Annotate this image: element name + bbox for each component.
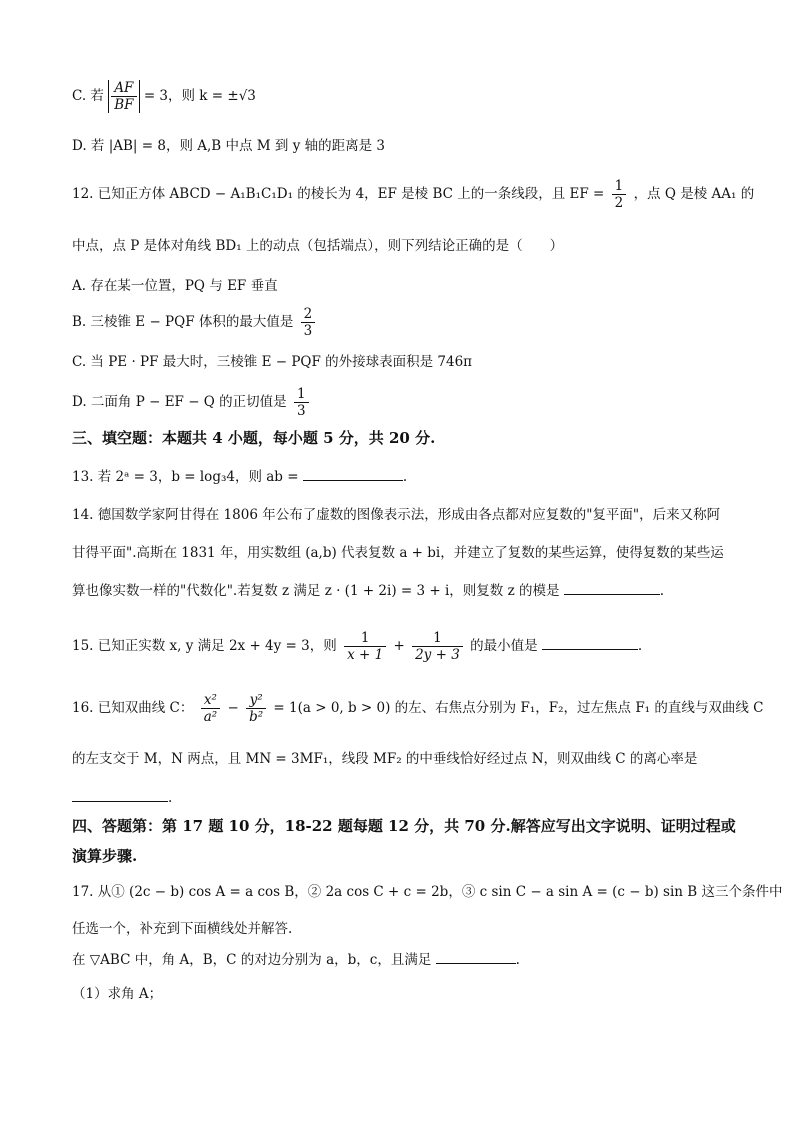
- question-16-line1: [72, 692, 764, 725]
- fraction-numerator: 1: [296, 386, 306, 402]
- question-text: 的最小值是: [470, 638, 538, 654]
- question-text: 在 ▽ABC 中，角 A，B，C 的对边分别为 a，b，c，且满足: [72, 952, 432, 968]
- operator: −: [227, 700, 239, 716]
- option-d-q11: D. 若 |AB| = 8，则 A,B 中点 M 到 y 轴的距离是 3: [72, 138, 386, 154]
- fraction-numerator: 1: [614, 178, 624, 194]
- answer-blank: [564, 594, 660, 595]
- fraction-numerator: AF: [114, 80, 134, 96]
- question-17-part1: （1）求角 A；: [72, 986, 163, 1002]
- question-12-line1: [72, 178, 754, 211]
- option-c-q11: [72, 80, 256, 113]
- punctuation: .: [402, 469, 408, 485]
- fraction-numerator: 2: [303, 306, 313, 322]
- fraction-denominator: 3: [301, 322, 316, 339]
- fraction-denominator: BF: [111, 96, 136, 113]
- question-14-line1: 14. 德国数学家阿甘得在 1806 年公布了虚数的图像表示法，形成由各点都对应复数的"复平面"，后来又称阿: [72, 507, 721, 523]
- option-c-q12: C. 当 PE · PF 最大时，三棱锥 E − PQF 的外接球表面积是 746π: [72, 354, 473, 370]
- section-4-heading-line1: 四、答题第：第 17 题 10 分，18-22 题每题 12 分，共 70 分.解答应写出文字说明、证明过程或: [72, 817, 736, 835]
- question-text: ，点 Q 是棱 AA₁ 的: [633, 186, 755, 202]
- answer-blank: [303, 480, 403, 481]
- question-17-line2: 任选一个，补充到下面横线处并解答.: [72, 921, 293, 937]
- fraction-denominator: 3: [294, 402, 309, 419]
- option-b-q12: [72, 306, 318, 339]
- option-a-q12: A. 存在某一位置，PQ 与 EF 垂直: [72, 278, 278, 294]
- fraction-denominator: b²: [246, 708, 266, 725]
- option-text: = 3，则 k = ±√3: [143, 88, 256, 104]
- question-14-line2: 甘得平面".高斯在 1831 年，用实数组 (a,b) 代表复数 a + bi，并建立了复数的某些运算，使得复数的某些运: [72, 545, 724, 561]
- answer-blank: [436, 963, 516, 964]
- fraction-numerator: 1: [433, 630, 442, 646]
- option-text: B. 三棱锥 E − PQF 体积的最大值是: [72, 314, 294, 330]
- option-text: C. 若: [72, 88, 104, 104]
- question-text: = 1(a > 0, b > 0) 的左、右焦点分别为 F₁，F₂，过左焦点 F₁ 的直线与双曲线 C: [273, 700, 764, 716]
- question-12-line2: 中点，点 P 是体对角线 BD₁ 上的动点（包括端点），则下列结论正确的是（ ）: [72, 238, 564, 254]
- question-text: 13. 若 2ᵃ = 3，b = log₃4，则 ab =: [72, 469, 299, 485]
- question-text: 12. 已知正方体 ABCD − A₁B₁C₁D₁ 的棱长为 4，EF 是棱 BC 上的一条线段，且 EF =: [72, 186, 605, 202]
- fraction-numerator: 1: [360, 630, 370, 646]
- section-4-heading-line2: 演算步骤.: [72, 847, 138, 865]
- question-14-line3: [72, 581, 664, 601]
- fraction-numerator: x²: [203, 692, 217, 708]
- answer-blank: [72, 801, 168, 802]
- answer-blank: [542, 649, 638, 650]
- option-d-q12: [72, 386, 312, 419]
- fraction-denominator: x + 1: [344, 646, 386, 663]
- question-17-line1: 17. 从① (2c − b) cos A = a cos B，② 2a cos C + c = 2b，③ c sin C − a sin A = (c − b) sin B 这三个条件中: [72, 884, 783, 900]
- question-13: [72, 467, 407, 487]
- punctuation: .: [168, 790, 173, 806]
- punctuation: .: [637, 638, 643, 654]
- question-15: [72, 630, 642, 663]
- option-text: D. 二面角 P − EF − Q 的正切值是: [72, 394, 287, 410]
- operator: +: [393, 638, 405, 654]
- question-17-line3: [72, 950, 520, 970]
- punctuation: .: [659, 583, 665, 599]
- question-text: 15. 已知正实数 x, y 满足 2x + 4y = 3，则: [72, 638, 337, 654]
- section-3-heading: 三、填空题：本题共 4 小题，每小题 5 分，共 20 分.: [72, 429, 436, 447]
- fraction-denominator: 2y + 3: [412, 646, 463, 663]
- abs-fraction: [108, 80, 139, 113]
- fraction-denominator: 2: [612, 194, 627, 211]
- question-text: 16. 已知双曲线 C：: [72, 700, 194, 716]
- question-16-line3: [72, 788, 172, 808]
- fraction-numerator: y²: [249, 692, 263, 708]
- question-16-line2: 的左支交于 M，N 两点，且 MN = 3MF₁，线段 MF₂ 的中垂线恰好经过点 N，则双曲线 C 的离心率是: [72, 751, 698, 767]
- question-text: 算也像实数一样的"代数化".若复数 z 满足 z · (1 + 2i) = 3 + i，则复数 z 的模是: [72, 583, 560, 599]
- fraction-denominator: a²: [201, 708, 220, 725]
- punctuation: .: [515, 952, 520, 968]
